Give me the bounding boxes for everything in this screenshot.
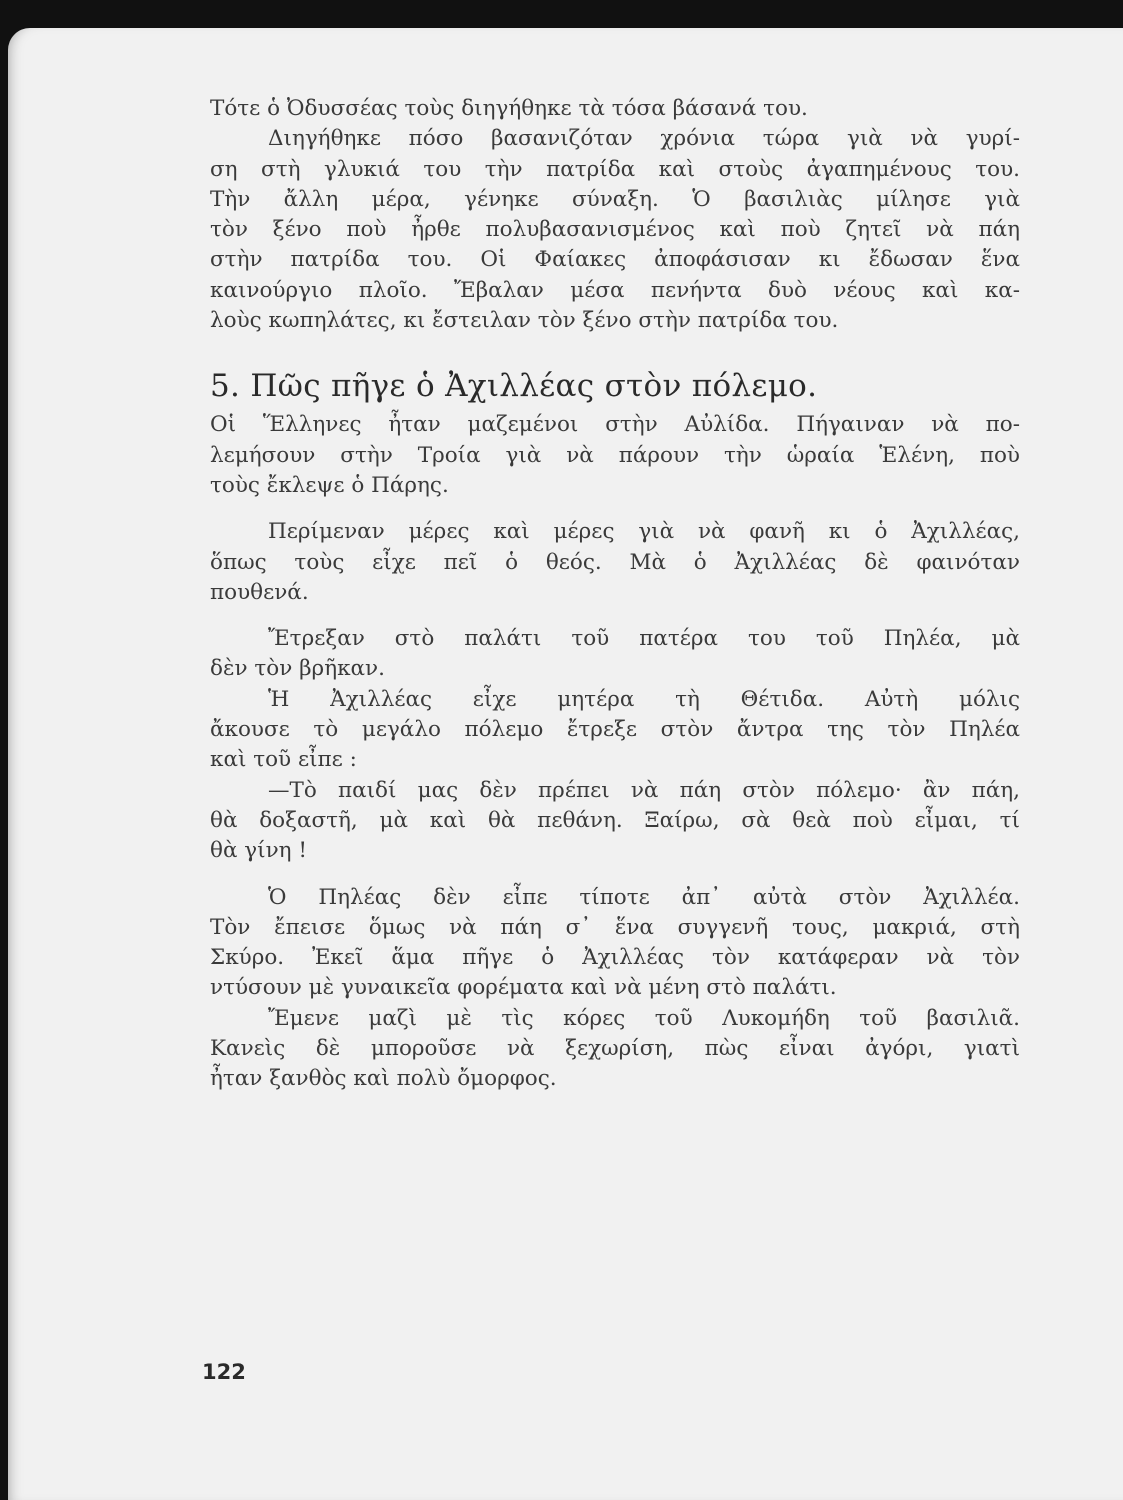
paragraph [210,883,1020,1004]
text-line: θὰ δοξαστῆ, μὰ καὶ θὰ πεθάνη. Ξαίρω, σὰ θεὰ ποὺ εἶμαι, τί [210,807,1020,833]
intro-paragraph [210,94,1020,124]
text-line: Οἱ Ἕλληνες ἦταν μαζεμένοι στὴν Αὐλίδα. Πήγαιναν νὰ πο- [210,412,1020,438]
paragraph [210,517,1020,608]
text-line: Περίμεναν μέρες καὶ μέρες γιὰ νὰ φανῆ κι ὁ Ἀχιλλέας, [268,519,1020,545]
paragraph [210,124,1020,336]
text-line: πουθενά. [210,579,309,605]
text-line: τοὺς ἔκλεψε ὁ Πάρης. [210,472,449,498]
paragraph [210,410,1020,501]
paragraph [210,685,1020,776]
text-line: θὰ γίνη ! [210,838,308,864]
dialogue-paragraph [210,776,1020,867]
text-line: Σκύρο. Ἐκεῖ ἅμα πῆγε ὁ Ἀχιλλέας τὸν κατάφεραν νὰ τὸν [210,945,1020,971]
text-line: Ὁ Πηλέας δὲν εἶπε τίποτε ἀπ᾽ αὐτὰ στὸν Ἀχιλλέα. [268,884,1020,910]
text-line: δὲν τὸν βρῆκαν. [210,656,385,682]
text-line: ἦταν ξανθὸς καὶ πολὺ ὄμορφος. [210,1066,557,1092]
text-line: Κανεὶς δὲ μποροῦσε νὰ ξεχωρίση, πὼς εἶναι ἀγόρι, γιατὶ [210,1036,1020,1062]
text-line: Διηγήθηκε πόσο βασανιζόταν χρόνια τώρα γιὰ νὰ γυρί- [268,126,1020,152]
paragraph [210,624,1020,685]
text-line: ντύσουν μὲ γυναικεῖα φορέματα καὶ νὰ μένη στὸ παλάτι. [210,975,837,1001]
page-number: 122 [202,1360,246,1384]
text-line: καὶ τοῦ εἶπε : [210,747,357,773]
text-line: τὸν ξένο ποὺ ἦρθε πολυβασανισμένος καὶ ποὺ ζητεῖ νὰ πάη [210,217,1020,243]
text-line: Ἡ Ἀχιλλέας εἶχε μητέρα τὴ Θέτιδα. Αὐτὴ μόλις [268,686,1020,712]
text-line: Ἔμενε μαζὶ μὲ τὶς κόρες τοῦ Λυκομήδη τοῦ βασιλιᾶ. [268,1005,1020,1031]
text-line: Τότε ὁ Ὀδυσσέας τοὺς διηγήθηκε τὰ τόσα βάσανά του. [210,96,808,121]
paragraph [210,1004,1020,1095]
text-line: ὅπως τοὺς εἶχε πεῖ ὁ θεός. Μὰ ὁ Ἀχιλλέας δὲ φαινόταν [210,549,1020,575]
text-line: Ἔτρεξαν στὸ παλάτι τοῦ πατέρα του τοῦ Πηλέα, μὰ [268,626,1020,652]
text-line: ἄκουσε τὸ μεγάλο πόλεμο ἔτρεξε στὸν ἄντρα της τὸν Πηλέα [210,717,1020,743]
text-line: λεμήσουν στὴν Τροία γιὰ νὰ πάρουν τὴν ὡραία Ἑλένη, ποὺ [210,442,1020,468]
text-line: καινούργιο πλοῖο. Ἔβαλαν μέσα πενήντα δυὸ νέους καὶ κα- [210,277,1020,303]
text-line: —Τὸ παιδί μας δὲν πρέπει νὰ πάη στὸν πόλεμο· ἂν πάη, [268,777,1020,803]
section-heading: 5. Πῶς πῆγε ὁ Ἀχιλλέας στὸν πόλεμο. [210,368,818,405]
text-line: ση στὴ γλυκιά του τὴν πατρίδα καὶ στοὺς ἀγαπημένους του. [210,156,1020,182]
text-line: λοὺς κωπηλάτες, κι ἔστειλαν τὸν ξένο στὴν πατρίδα του. [210,308,839,334]
text-line: στὴν πατρίδα του. Οἱ Φαίακες ἀποφάσισαν κι ἔδωσαν ἕνα [210,247,1020,273]
text-line: Τὴν ἄλλη μέρα, γένηκε σύναξη. Ὁ βασιλιὰς μίλησε γιὰ [210,186,1020,212]
text-line: Τὸν ἔπεισε ὅμως νὰ πάη σ᾽ ἕνα συγγενῆ τους, μακριά, στὴ [210,914,1020,940]
page-text [210,94,1020,1095]
